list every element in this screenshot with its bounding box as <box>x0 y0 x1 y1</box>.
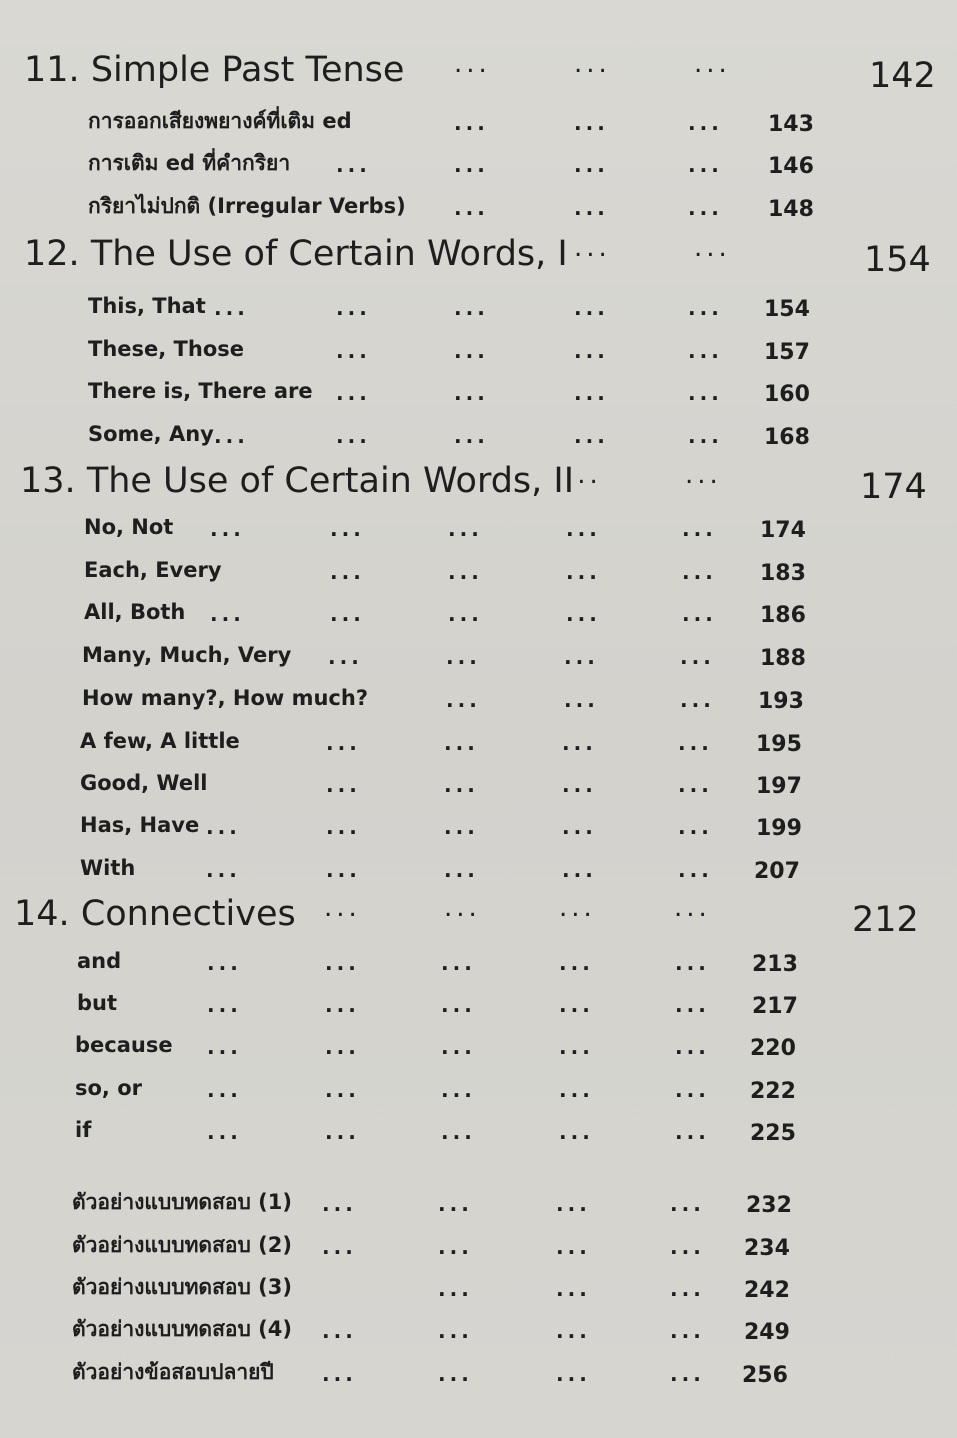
entry-label: so, or <box>75 1076 142 1100</box>
entry-label: Has, Have <box>80 813 200 837</box>
dot-leader: ... <box>688 381 723 405</box>
dot-leader: ... <box>559 951 594 975</box>
dot-leader: ... <box>446 645 481 669</box>
dot-leader: ... <box>675 1120 710 1144</box>
entry-label: Some, Any <box>88 422 214 446</box>
dot-leader: ... <box>556 1192 591 1216</box>
dot-leader: ... <box>214 296 249 320</box>
entry-label: How many?, How much? <box>82 686 369 710</box>
dot-leader: ... <box>207 1120 242 1144</box>
entry-page: 148 <box>768 197 814 222</box>
dot-leader: ... <box>438 1277 473 1301</box>
dot-leader: ... <box>444 731 479 755</box>
dot-leader: ... <box>670 1192 705 1216</box>
dot-leader: ... <box>574 233 611 263</box>
dot-leader: ... <box>206 858 241 882</box>
dot-leader: ... <box>685 460 722 490</box>
dot-leader: ... <box>678 858 713 882</box>
dot-leader: ... <box>325 1078 360 1102</box>
toc-entry <box>84 553 824 587</box>
dot-leader: ... <box>210 602 245 626</box>
chapter-page: 174 <box>860 467 927 507</box>
entry-label: and <box>77 949 122 973</box>
toc-entry <box>75 1071 815 1105</box>
chapter-heading <box>24 44 934 96</box>
dot-leader: ... <box>559 1120 594 1144</box>
entry-label: Many, Much, Very <box>82 643 292 667</box>
dot-leader: ... <box>446 688 481 712</box>
dot-leader: ... <box>207 1035 242 1059</box>
dot-leader: ... <box>688 196 723 220</box>
dot-leader: ... <box>562 773 597 797</box>
dot-leader: ... <box>336 339 371 363</box>
dot-leader: ... <box>454 296 489 320</box>
dot-leader: ... <box>328 645 363 669</box>
chapter-number: 14. <box>14 894 70 934</box>
dot-leader: ... <box>670 1319 705 1343</box>
dot-leader: ... <box>670 1362 705 1386</box>
dot-leader: ... <box>559 1078 594 1102</box>
toc-entry <box>75 1028 815 1062</box>
entry-label: No, Not <box>84 515 174 539</box>
toc-entry <box>88 104 828 138</box>
dot-leader: ... <box>670 1235 705 1259</box>
dot-leader: ... <box>564 688 599 712</box>
chapter-number: 13. <box>20 461 76 501</box>
dot-leader: ... <box>438 1192 473 1216</box>
entry-label: การออกเสียงพยางค์ที่เติม ed <box>88 109 352 133</box>
dot-leader: ... <box>441 951 476 975</box>
dot-leader: ... <box>688 339 723 363</box>
appendix-entry <box>72 1270 812 1304</box>
entry-page: 207 <box>754 859 800 884</box>
entry-page: 193 <box>758 689 804 714</box>
dot-leader: ... <box>454 424 489 448</box>
entry-page: 234 <box>744 1236 790 1261</box>
dot-leader: ... <box>324 893 361 923</box>
toc-entry <box>84 510 824 544</box>
dot-leader: ... <box>574 49 611 79</box>
toc-entry <box>82 638 822 672</box>
entry-page: 213 <box>752 952 798 977</box>
dot-leader: ... <box>326 731 361 755</box>
entry-label: With <box>80 856 136 880</box>
toc-entry <box>77 986 817 1020</box>
entry-page: 174 <box>760 518 806 543</box>
dot-leader: ... <box>675 993 710 1017</box>
entry-label: ตัวอย่างแบบทดสอบ (2) <box>72 1233 292 1257</box>
dot-leader: ... <box>438 1235 473 1259</box>
dot-leader: ... <box>682 560 717 584</box>
dot-leader: ... <box>574 424 609 448</box>
dot-leader: ... <box>330 602 365 626</box>
dot-leader: ... <box>325 993 360 1017</box>
dot-leader: ... <box>574 296 609 320</box>
dot-leader: ... <box>448 517 483 541</box>
dot-leader: ... <box>330 517 365 541</box>
toc-entry <box>77 944 817 978</box>
toc-entry <box>75 1113 815 1147</box>
dot-leader: ... <box>322 1235 357 1259</box>
entry-label: This, That <box>88 294 206 318</box>
dot-leader: ... <box>214 424 249 448</box>
dot-leader: ... <box>688 424 723 448</box>
dot-leader: ... <box>454 381 489 405</box>
dot-leader: ... <box>562 858 597 882</box>
dot-leader: ... <box>556 1362 591 1386</box>
dot-leader: ... <box>336 153 371 177</box>
toc-entry <box>88 332 828 366</box>
dot-leader: ... <box>206 815 241 839</box>
dot-leader: ... <box>325 1120 360 1144</box>
entry-page: 146 <box>768 154 814 179</box>
dot-leader: ... <box>574 111 609 135</box>
entry-label: ตัวอย่างข้อสอบปลายปี <box>72 1360 274 1384</box>
dot-leader: ... <box>326 815 361 839</box>
entry-label: if <box>75 1118 92 1142</box>
dot-leader: ... <box>675 1078 710 1102</box>
chapter-title: The Use of Certain Words, II <box>86 461 575 501</box>
toc-entry <box>80 766 820 800</box>
dot-leader: ... <box>566 602 601 626</box>
dot-leader: ... <box>438 1319 473 1343</box>
dot-leader: ... <box>674 893 711 923</box>
dot-leader: ... <box>454 196 489 220</box>
dot-leader: ... <box>326 773 361 797</box>
dot-leader: ... <box>559 893 596 923</box>
dot-leader: ... <box>694 233 731 263</box>
dot-leader: ... <box>438 1362 473 1386</box>
dot-leader: ... <box>688 296 723 320</box>
dot-leader: ... <box>670 1277 705 1301</box>
entry-page: 143 <box>768 112 814 137</box>
chapter-number: 11. <box>24 50 80 90</box>
dot-leader: ... <box>336 296 371 320</box>
entry-label: There is, There are <box>88 379 313 403</box>
entry-label: การเติม ed ที่คำกริยา <box>88 151 291 175</box>
dot-leader: ... <box>675 951 710 975</box>
dot-leader: ... <box>322 1362 357 1386</box>
dot-leader: ... <box>562 731 597 755</box>
dot-leader: ... <box>556 1277 591 1301</box>
dot-leader: ... <box>574 153 609 177</box>
entry-page: 225 <box>750 1121 796 1146</box>
entry-label: These, Those <box>88 337 244 361</box>
appendix-entry <box>72 1312 812 1346</box>
dot-leader: ... <box>441 1120 476 1144</box>
dot-leader: ... <box>688 111 723 135</box>
dot-leader: ... <box>556 1235 591 1259</box>
toc-entry <box>84 595 824 629</box>
dot-leader: ... <box>556 1319 591 1343</box>
chapter-title: Simple Past Tense <box>90 50 405 90</box>
entry-page: 249 <box>744 1320 790 1345</box>
dot-leader: ... <box>688 153 723 177</box>
entry-label: Each, Every <box>84 558 222 582</box>
dot-leader: ... <box>680 688 715 712</box>
dot-leader: ... <box>325 1035 360 1059</box>
entry-page: 242 <box>744 1278 790 1303</box>
chapter-page: 154 <box>864 240 931 280</box>
dot-leader: ... <box>678 773 713 797</box>
dot-leader: ... <box>441 1035 476 1059</box>
entry-label: because <box>75 1033 173 1057</box>
toc-entry <box>80 724 820 758</box>
entry-page: 199 <box>756 816 802 841</box>
entry-page: 168 <box>764 425 810 450</box>
dot-leader: ... <box>441 1078 476 1102</box>
chapter-heading <box>14 888 924 940</box>
entry-page: 217 <box>752 994 798 1019</box>
dot-leader: ... <box>454 49 491 79</box>
dot-leader: ... <box>448 602 483 626</box>
entry-page: 188 <box>760 646 806 671</box>
appendix-entry <box>72 1228 812 1262</box>
entry-label: but <box>77 991 118 1015</box>
dot-leader: ... <box>574 381 609 405</box>
chapter-heading <box>24 228 934 280</box>
chapter-page: 142 <box>869 56 936 96</box>
entry-label: ตัวอย่างแบบทดสอบ (1) <box>72 1190 292 1214</box>
dot-leader: ... <box>325 951 360 975</box>
dot-leader: ... <box>559 1035 594 1059</box>
entry-page: 197 <box>756 774 802 799</box>
dot-leader: ... <box>566 517 601 541</box>
entry-page: 256 <box>742 1363 788 1388</box>
dot-leader: ... <box>444 893 481 923</box>
entry-page: 157 <box>764 340 810 365</box>
dot-leader: ... <box>564 645 599 669</box>
appendix-entry <box>72 1355 812 1389</box>
chapter-number: 12. <box>24 234 80 274</box>
dot-leader: ... <box>444 773 479 797</box>
entry-label: กริยาไม่ปกติ (Irregular Verbs) <box>88 194 406 218</box>
dot-leader: ... <box>441 993 476 1017</box>
dot-leader: ... <box>444 815 479 839</box>
entry-label: A few, A little <box>80 729 240 753</box>
dot-leader: ... <box>678 731 713 755</box>
toc-entry <box>80 851 820 885</box>
dot-leader: ... <box>574 196 609 220</box>
dot-leader: ... <box>336 381 371 405</box>
dot-leader: ... <box>207 993 242 1017</box>
dot-leader: ... <box>694 49 731 79</box>
entry-page: 160 <box>764 382 810 407</box>
dot-leader: ... <box>675 1035 710 1059</box>
entry-page: 154 <box>764 297 810 322</box>
dot-leader: ... <box>322 1192 357 1216</box>
toc-entry <box>88 374 828 408</box>
dot-leader: ... <box>682 517 717 541</box>
dot-leader: ... <box>322 1319 357 1343</box>
entry-label: All, Both <box>84 600 186 624</box>
entry-page: 186 <box>760 603 806 628</box>
dot-leader: ... <box>454 153 489 177</box>
dot-leader: ... <box>336 424 371 448</box>
toc-entry <box>82 681 822 715</box>
dot-leader: ... <box>565 460 602 490</box>
dot-leader: ... <box>444 858 479 882</box>
dot-leader: ... <box>678 815 713 839</box>
dot-leader: ... <box>330 560 365 584</box>
dot-leader: ... <box>448 560 483 584</box>
entry-label: Good, Well <box>80 771 208 795</box>
entry-page: 220 <box>750 1036 796 1061</box>
dot-leader: ... <box>454 111 489 135</box>
entry-label: ตัวอย่างแบบทดสอบ (4) <box>72 1317 292 1341</box>
toc-entry <box>88 417 828 451</box>
dot-leader: ... <box>454 339 489 363</box>
toc-entry <box>80 808 820 842</box>
chapter-title: The Use of Certain Words, I <box>90 234 568 274</box>
dot-leader: ... <box>207 1078 242 1102</box>
dot-leader: ... <box>574 339 609 363</box>
chapter-heading <box>20 455 930 507</box>
entry-page: 222 <box>750 1079 796 1104</box>
entry-page: 195 <box>756 732 802 757</box>
dot-leader: ... <box>566 560 601 584</box>
dot-leader: ... <box>326 858 361 882</box>
entry-page: 232 <box>746 1193 792 1218</box>
chapter-page: 212 <box>852 900 919 940</box>
dot-leader: ... <box>562 815 597 839</box>
chapter-title: Connectives <box>80 894 296 934</box>
dot-leader: ... <box>680 645 715 669</box>
dot-leader: ... <box>207 951 242 975</box>
toc-entry <box>88 289 828 323</box>
toc-entry <box>88 189 828 223</box>
dot-leader: ... <box>682 602 717 626</box>
appendix-entry <box>72 1185 812 1219</box>
entry-page: 183 <box>760 561 806 586</box>
toc-entry <box>88 146 828 180</box>
dot-leader: ... <box>210 517 245 541</box>
entry-label: ตัวอย่างแบบทดสอบ (3) <box>72 1275 292 1299</box>
dot-leader: ... <box>559 993 594 1017</box>
